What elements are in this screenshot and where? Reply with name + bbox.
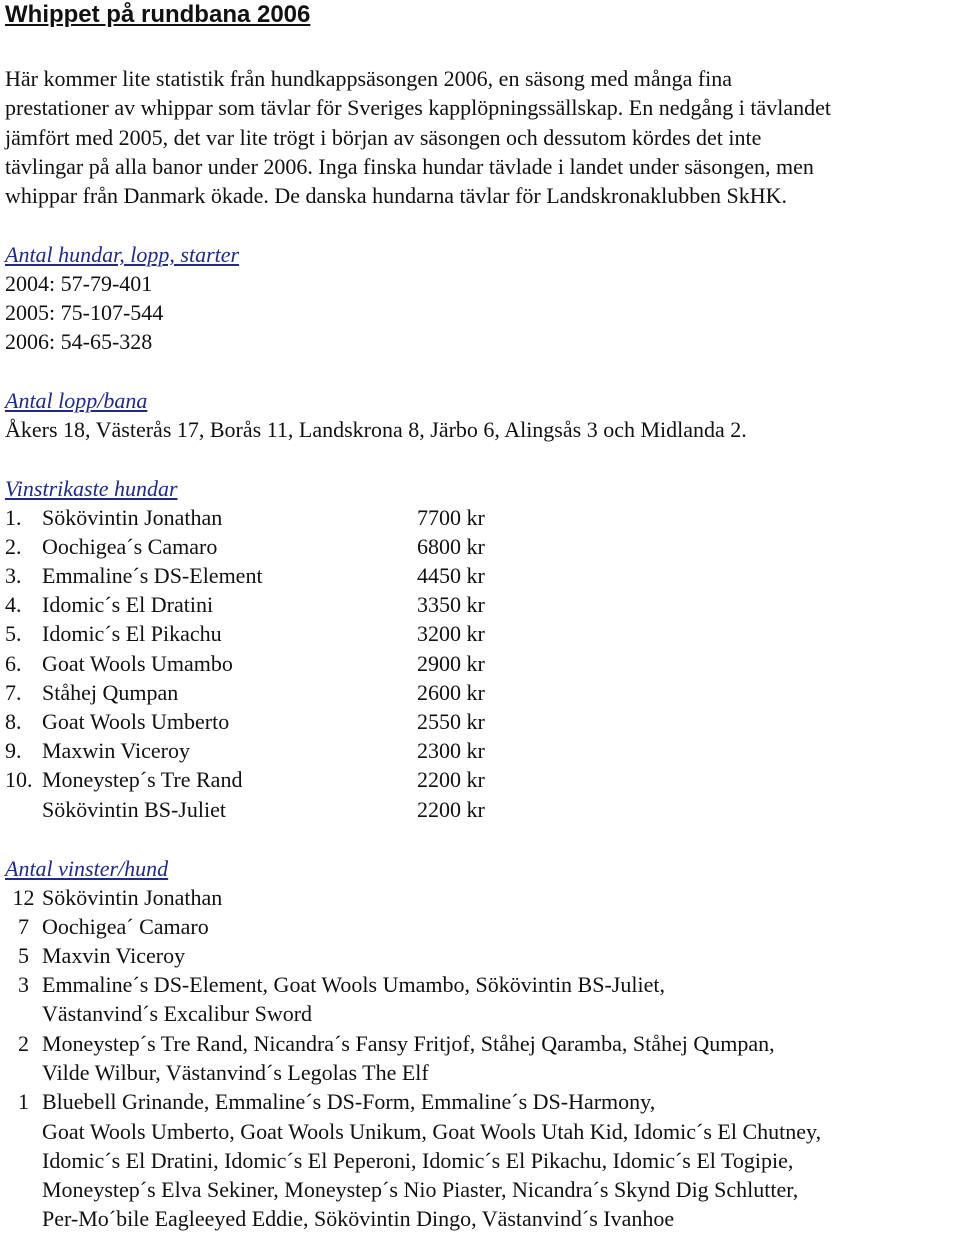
wins-row	[5, 912, 209, 941]
earner-amount: 2600 kr	[417, 680, 485, 705]
earner-rank: 9.	[5, 738, 22, 763]
earner-row	[5, 678, 485, 707]
earner-row	[5, 503, 485, 532]
intro-line: jämfört med 2005, det var lite trögt i början av säsongen och dessutom kördes det inte	[5, 125, 762, 150]
earner-amount: 6800 kr	[417, 534, 485, 559]
earner-name: Idomic´s El Dratini	[42, 592, 214, 617]
earner-row	[5, 649, 485, 678]
wins-count: 2	[18, 1031, 29, 1056]
earner-amount: 2900 kr	[417, 651, 485, 676]
wins-dogs: Västanvind´s Excalibur Sword	[42, 1001, 313, 1026]
intro-line: prestationer av whippar som tävlar för Sveriges kapplöpningssällskap. En nedgång i tävlandet	[5, 95, 832, 120]
earner-rank: 7.	[5, 680, 22, 705]
page-title: Whippet på rundbana 2006	[5, 1, 311, 28]
earner-name: Oochigea´s Camaro	[42, 534, 218, 559]
earner-rank: 2.	[5, 534, 22, 559]
earners-heading: Vinstrikaste hundar	[5, 476, 178, 501]
earner-amount: 2300 kr	[417, 738, 485, 763]
wins-count: 5	[18, 943, 29, 968]
wins-row	[5, 999, 312, 1028]
wins-row	[5, 1029, 775, 1058]
earner-name: Goat Wools Umambo	[42, 651, 233, 676]
wins-dogs: Vilde Wilbur, Västanvind´s Legolas The Elf	[42, 1060, 429, 1085]
earner-rank: 8.	[5, 709, 22, 734]
earner-name: Sökövintin BS-Juliet	[42, 797, 226, 822]
earner-row	[5, 532, 485, 561]
earner-amount: 2200 kr	[417, 767, 485, 792]
wins-row	[5, 1087, 655, 1116]
earner-rank: 10.	[5, 767, 33, 792]
earner-amount: 2550 kr	[417, 709, 485, 734]
earner-amount: 7700 kr	[417, 505, 485, 530]
earner-amount: 3200 kr	[417, 621, 485, 646]
wins-count: 1	[18, 1089, 29, 1114]
wins-row	[5, 883, 222, 912]
stats-row: 2004: 57-79-401	[5, 271, 153, 296]
wins-row	[5, 1058, 429, 1087]
earner-name: Ståhej Qumpan	[42, 680, 179, 705]
earner-row	[5, 561, 485, 590]
wins-dogs: Moneystep´s Tre Rand, Nicandra´s Fansy Fritjof, Ståhej Qaramba, Ståhej Qumpan,	[42, 1031, 775, 1056]
earner-rank: 1.	[5, 505, 22, 530]
earner-row	[5, 795, 485, 824]
earner-name: Goat Wools Umberto	[42, 709, 230, 734]
earner-rank: 3.	[5, 563, 22, 588]
wins-dogs: Bluebell Grinande, Emmaline´s DS-Form, Emmaline´s DS-Harmony,	[42, 1089, 656, 1114]
wins-count: 3	[18, 972, 29, 997]
stats-row: 2006: 54-65-328	[5, 329, 153, 354]
intro-line: whippar från Danmark ökade. De danska hundarna tävlar för Landskronaklubben SkHK.	[5, 183, 787, 208]
earner-name: Idomic´s El Pikachu	[42, 621, 222, 646]
earner-row	[5, 707, 485, 736]
wins-heading: Antal vinster/hund	[5, 856, 169, 881]
wins-dogs: Oochigea´ Camaro	[42, 914, 209, 939]
intro-line: Här kommer lite statistik från hundkappsäsongen 2006, en säsong med många fina	[5, 66, 733, 91]
wins-dogs: Goat Wools Umberto, Goat Wools Unikum, Goat Wools Utah Kid, Idomic´s El Chutney,	[42, 1119, 822, 1144]
wins-count: 12	[12, 885, 35, 910]
earner-row	[5, 765, 485, 794]
stats-row: 2005: 75-107-544	[5, 300, 164, 325]
wins-row	[5, 1146, 793, 1175]
earner-row	[5, 736, 485, 765]
wins-dogs: Emmaline´s DS-Element, Goat Wools Umambo, Sökövintin BS-Juliet,	[42, 972, 665, 997]
wins-dogs: Per-Mo´bile Eagleeyed Eddie, Sökövintin Dingo, Västanvind´s Ivanhoe	[42, 1206, 675, 1231]
earner-amount: 2200 kr	[417, 797, 485, 822]
earner-rank: 4.	[5, 592, 22, 617]
wins-dogs: Idomic´s El Dratini, Idomic´s El Peperoni, Idomic´s El Pikachu, Idomic´s El Togipie,	[42, 1148, 794, 1173]
wins-row	[5, 941, 185, 970]
wins-row	[5, 970, 665, 999]
earner-amount: 4450 kr	[417, 563, 485, 588]
earner-row	[5, 619, 485, 648]
tracks-text: Åkers 18, Västerås 17, Borås 11, Landskrona 8, Järbo 6, Alingsås 3 och Midlanda 2.	[5, 417, 747, 442]
earner-name: Maxwin Viceroy	[42, 738, 190, 763]
earner-row	[5, 590, 485, 619]
wins-count: 7	[18, 914, 29, 939]
wins-row	[5, 1175, 798, 1204]
earner-name: Emmaline´s DS-Element	[42, 563, 263, 588]
earner-name: Moneystep´s Tre Rand	[42, 767, 243, 792]
wins-dogs: Maxvin Viceroy	[42, 943, 186, 968]
wins-row	[5, 1204, 674, 1233]
earner-name: Sökövintin Jonathan	[42, 505, 223, 530]
intro-line: tävlingar på alla banor under 2006. Inga finska hundar tävlade i landet under säsongen, men	[5, 154, 814, 179]
stats-heading: Antal hundar, lopp, starter	[5, 242, 240, 267]
earner-rank: 5.	[5, 621, 22, 646]
wins-dogs: Sökövintin Jonathan	[42, 885, 223, 910]
wins-dogs: Moneystep´s Elva Sekiner, Moneystep´s Nio Piaster, Nicandra´s Skynd Dig Schlutter,	[42, 1177, 799, 1202]
wins-row	[5, 1117, 821, 1146]
earner-rank: 6.	[5, 651, 22, 676]
tracks-heading: Antal lopp/bana	[5, 388, 148, 413]
earner-amount: 3350 kr	[417, 592, 485, 617]
